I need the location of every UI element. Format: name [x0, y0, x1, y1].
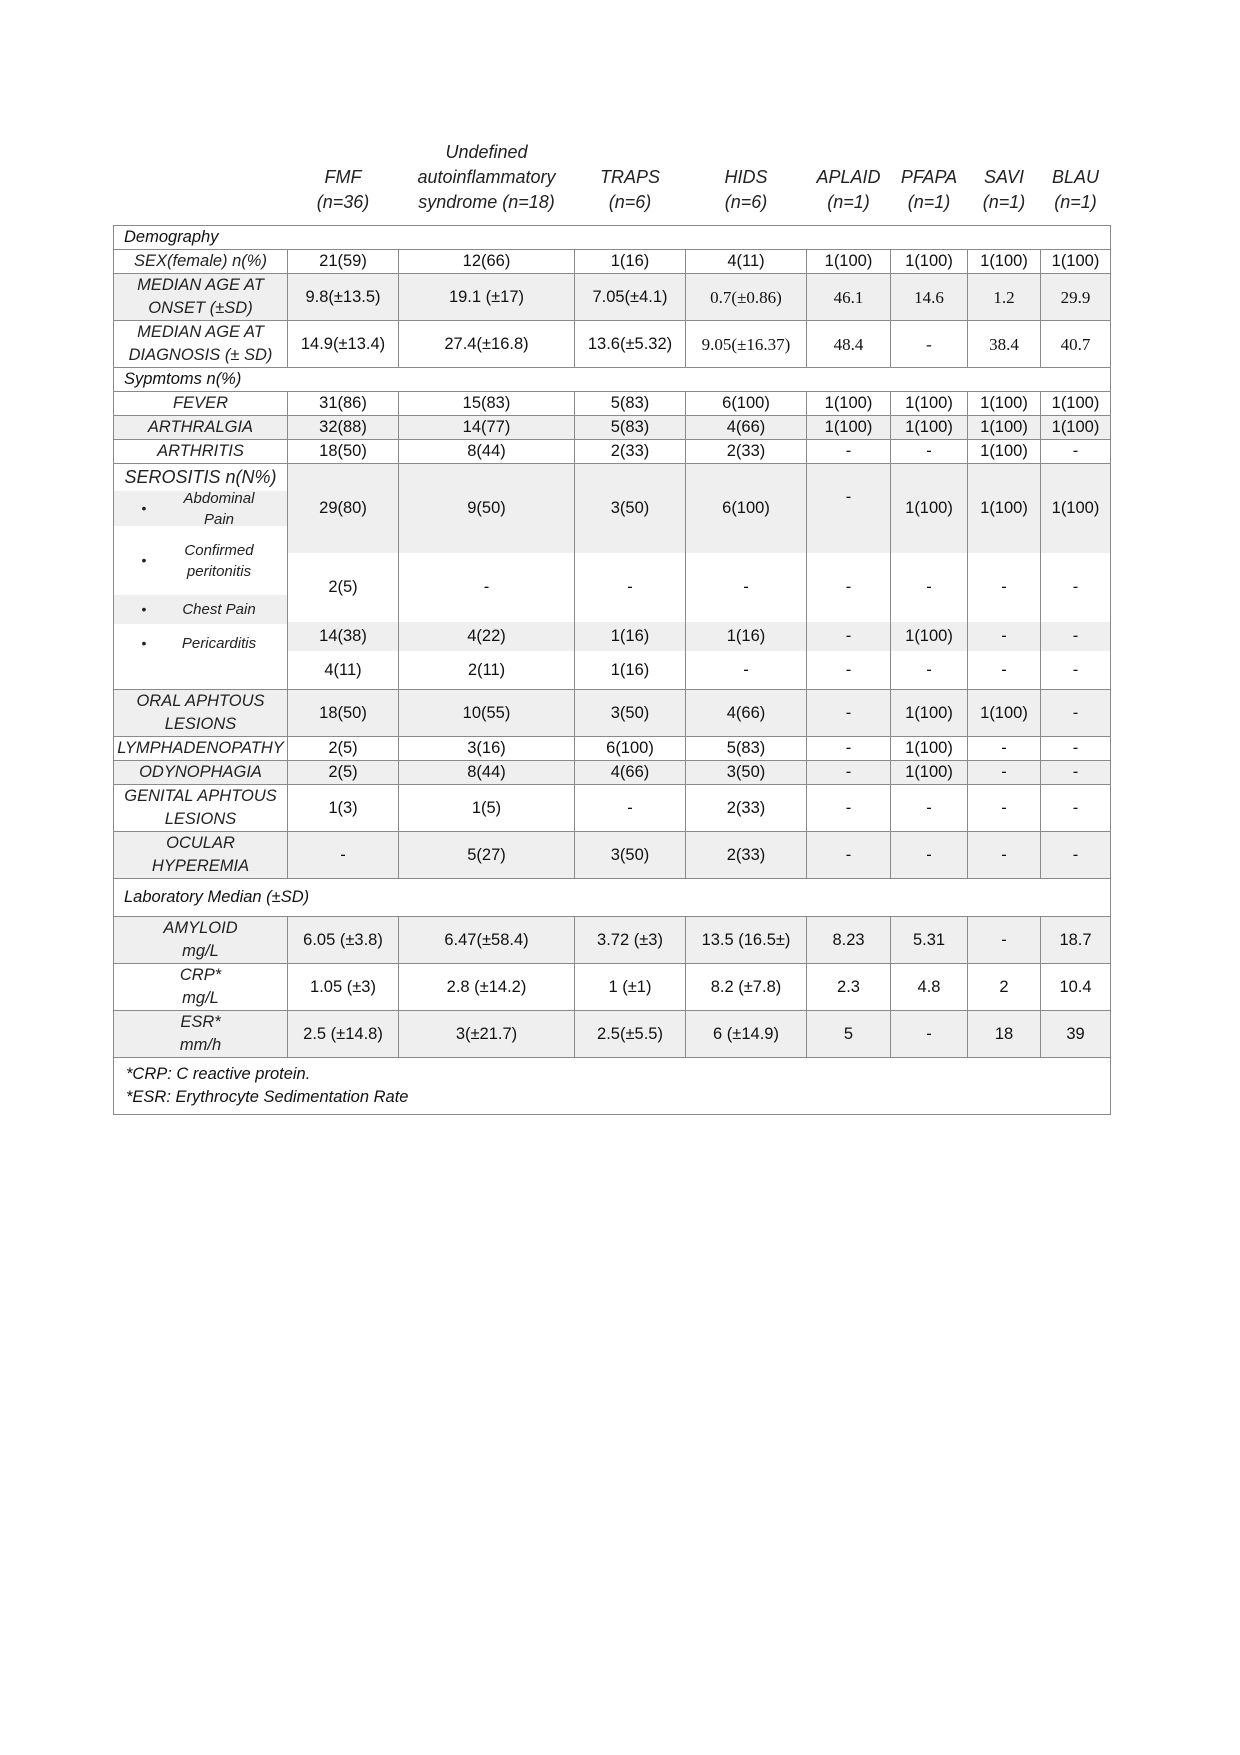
row-label: [114, 917, 288, 964]
table-cell: 1(100): [807, 392, 891, 416]
table-cell: 15(83): [399, 392, 575, 416]
table-cell: -: [891, 321, 968, 368]
table-cell: -: [743, 578, 749, 596]
serositis-row: [114, 464, 1111, 690]
row-label: [114, 737, 288, 761]
row-label-text: FEVER: [172, 394, 228, 412]
table-cell: -: [1072, 660, 1079, 679]
table-cell: 1(100): [891, 737, 968, 761]
row-label-text: ARTHRALGIA: [147, 418, 254, 436]
table-cell: 40.7: [1041, 321, 1111, 368]
column-n: (n=6): [724, 192, 768, 212]
column-header: [399, 140, 575, 226]
row-label-text: ESR*: [180, 1013, 221, 1031]
column-name: HIDS: [724, 167, 768, 187]
header-blank: [114, 140, 288, 226]
table-cell: -: [891, 1011, 968, 1058]
section-label: Sypmtoms n(%): [114, 368, 1111, 392]
bullet-icon: •: [141, 601, 147, 617]
bullet-icon: •: [141, 500, 147, 516]
header-row: [114, 140, 1111, 226]
row-unit: mg/L: [182, 942, 219, 960]
table-cell: -: [807, 622, 890, 651]
table-cell: 27.4(±16.8): [399, 321, 575, 368]
table-cell: 2.5(±5.5): [575, 1011, 686, 1058]
table-cell: 1(16): [575, 250, 686, 274]
table-cell: 14.6: [891, 274, 968, 321]
table-cell: -: [1072, 578, 1079, 596]
serositis-cell: [686, 464, 807, 690]
table-cell: 29(80): [288, 464, 398, 553]
table-cell: 9.05(±16.37): [686, 321, 807, 368]
column-header: [968, 140, 1041, 226]
footnote-row: [114, 1058, 1111, 1115]
table-cell: 6(100): [686, 464, 806, 553]
table-row: [114, 737, 1111, 761]
table-cell: 2(5): [288, 761, 399, 785]
table-cell: 1(16): [686, 622, 806, 651]
table-cell: 19.1 (±17): [399, 274, 575, 321]
table-cell: 1(100): [891, 392, 968, 416]
table-row: [114, 761, 1111, 785]
section-label: Laboratory Median (±SD): [114, 879, 1111, 917]
table-cell: -: [483, 578, 490, 596]
table-cell: 2(11): [467, 660, 506, 679]
table-cell: 1(100): [891, 250, 968, 274]
row-label-text: ARTHRITIS: [157, 442, 244, 460]
table-cell: 3.72 (±3): [575, 917, 686, 964]
section-row: [114, 226, 1111, 250]
section-label: Demography: [114, 226, 1111, 250]
row-label: [114, 464, 288, 690]
table-cell: 13.6(±5.32): [575, 321, 686, 368]
table-cell: -: [891, 440, 968, 464]
row-label-text: MEDIAN AGE AT ONSET (±SD): [137, 276, 264, 317]
column-name: TRAPS: [599, 167, 660, 187]
bullet-icon: •: [141, 634, 147, 651]
table-cell: -: [1041, 622, 1110, 651]
table-cell: 1(100): [968, 690, 1041, 737]
table-cell: 2: [968, 964, 1041, 1011]
row-label-text: LYMPHADENOPATHY: [117, 739, 284, 757]
table-cell: 1(100): [968, 250, 1041, 274]
table-cell: -: [1041, 440, 1111, 464]
table-cell: 1(100): [891, 761, 968, 785]
row-label: [114, 690, 288, 737]
row-label-text: AMYLOID: [163, 919, 238, 937]
table-cell: -: [968, 832, 1041, 879]
table-cell: -: [807, 440, 891, 464]
column-header: [575, 140, 686, 226]
column-header: [1041, 140, 1111, 226]
table-cell: 4.8: [891, 964, 968, 1011]
table-cell: 1(100): [807, 250, 891, 274]
serositis-sub-label: [114, 595, 287, 624]
table-cell: 4(22): [399, 622, 574, 651]
table-row: [114, 964, 1111, 1011]
table-cell: 18.7: [1041, 917, 1111, 964]
table-cell: 6.05 (±3.8): [288, 917, 399, 964]
table-cell: -: [575, 785, 686, 832]
column-header: [807, 140, 891, 226]
table-cell: -: [807, 785, 891, 832]
section-row: [114, 879, 1111, 917]
table-cell: 5(83): [575, 392, 686, 416]
table-cell: 1(100): [1041, 416, 1111, 440]
serositis-cell: [399, 464, 575, 690]
table-cell: -: [968, 917, 1041, 964]
row-label: [114, 392, 288, 416]
column-header: [891, 140, 968, 226]
table-row: [114, 440, 1111, 464]
table-cell: 31(86): [288, 392, 399, 416]
serositis-sub-label: [114, 624, 287, 662]
column-n: (n=1): [907, 192, 951, 212]
table-cell: 3(50): [686, 761, 807, 785]
table-cell: 2(5): [288, 737, 399, 761]
table-cell: 14(77): [399, 416, 575, 440]
row-unit: mm/h: [179, 1036, 222, 1054]
table-cell: 1(100): [807, 416, 891, 440]
row-label: [114, 416, 288, 440]
serositis-sub-label: [114, 526, 287, 595]
footnote-text: *CRP: C reactive protein.: [126, 1065, 311, 1083]
sub-label-text: Confirmed peritonitis: [184, 541, 254, 580]
table-cell: -: [845, 660, 852, 679]
table-cell: 1(100): [891, 464, 967, 553]
table-cell: 1(16): [575, 622, 685, 651]
column-n: syndrome (n=18): [418, 192, 555, 212]
table-cell: -: [1041, 761, 1111, 785]
table-cell: -: [926, 660, 932, 679]
table-cell: 39: [1041, 1011, 1111, 1058]
table-cell: 2(33): [575, 440, 686, 464]
table-cell: 2.5 (±14.8): [288, 1011, 399, 1058]
table-cell: -: [1041, 737, 1111, 761]
table-cell: 3(50): [575, 832, 686, 879]
column-name: APLAID: [816, 167, 881, 187]
table-cell: 38.4: [968, 321, 1041, 368]
table-cell: 1(100): [891, 622, 967, 651]
table-cell: 3(16): [399, 737, 575, 761]
table-cell: 4(66): [686, 416, 807, 440]
table-cell: 1(100): [968, 440, 1041, 464]
table-cell: 1(100): [1041, 392, 1111, 416]
table-row: [114, 1011, 1111, 1058]
table-cell: 32(88): [288, 416, 399, 440]
footnotes: [114, 1058, 1111, 1115]
table-row: [114, 785, 1111, 832]
table-cell: -: [968, 622, 1040, 651]
table-cell: 1.05 (±3): [288, 964, 399, 1011]
table-cell: 18(50): [288, 440, 399, 464]
row-label: [114, 250, 288, 274]
table-cell: -: [891, 785, 968, 832]
table-cell: 9.8(±13.5): [288, 274, 399, 321]
table-cell: 46.1: [807, 274, 891, 321]
footnote-text: *ESR: Erythrocyte Sedimentation Rate: [126, 1088, 409, 1106]
column-n: (n=1): [1054, 192, 1097, 212]
table-cell: 18(50): [288, 690, 399, 737]
table-cell: 3(50): [575, 690, 686, 737]
table-cell: 6(100): [686, 392, 807, 416]
table-cell: -: [891, 832, 968, 879]
table-cell: -: [968, 761, 1041, 785]
table-cell: -: [1001, 660, 1007, 679]
table-cell: -: [743, 660, 749, 679]
table-cell: 1(3): [288, 785, 399, 832]
table-cell: 0.7(±0.86): [686, 274, 807, 321]
table-cell: -: [1041, 690, 1111, 737]
table-cell: -: [1041, 832, 1111, 879]
serositis-cell: [288, 464, 399, 690]
table-cell: 10.4: [1041, 964, 1111, 1011]
table-cell: 14.9(±13.4): [288, 321, 399, 368]
table-cell: -: [1001, 578, 1007, 596]
table-cell: 1 (±1): [575, 964, 686, 1011]
table-cell: 1(5): [399, 785, 575, 832]
column-name: Undefined autoinflammatory: [417, 142, 556, 187]
table-cell: 8.23: [807, 917, 891, 964]
serositis-cell: [807, 464, 891, 690]
table-cell: 2.3: [807, 964, 891, 1011]
table-cell: 1(100): [968, 392, 1041, 416]
serositis-sub-label: [114, 491, 287, 526]
table-cell: 1.2: [968, 274, 1041, 321]
table-cell: 8(44): [399, 761, 575, 785]
column-header: [686, 140, 807, 226]
table-cell: 14(38): [288, 622, 398, 651]
table-cell: 5(83): [686, 737, 807, 761]
row-label: [114, 1011, 288, 1058]
row-label: [114, 785, 288, 832]
table-cell: 4(66): [575, 761, 686, 785]
table-cell: 3(50): [575, 464, 685, 553]
column-header: [288, 140, 399, 226]
table-cell: 6 (±14.9): [686, 1011, 807, 1058]
table-cell: 1(100): [968, 464, 1040, 553]
table-cell: 29.9: [1041, 274, 1111, 321]
table-cell: 1(100): [1041, 250, 1111, 274]
row-label-text: MEDIAN AGE AT DIAGNOSIS (± SD): [128, 323, 273, 364]
table-cell: 18: [968, 1011, 1041, 1058]
table-cell: 6.47(±58.4): [399, 917, 575, 964]
table-cell: 3(±21.7): [399, 1011, 575, 1058]
table-cell: -: [288, 832, 399, 879]
column-name: PFAPA: [900, 167, 958, 187]
table-cell: 9(50): [399, 464, 574, 553]
row-label: [114, 761, 288, 785]
table-cell: 4(11): [324, 660, 362, 679]
table-cell: -: [968, 737, 1041, 761]
table-cell: 5: [807, 1011, 891, 1058]
bullet-icon: •: [141, 552, 147, 568]
column-name: FMF: [324, 167, 362, 187]
table-cell: -: [807, 832, 891, 879]
table-cell: 6(100): [575, 737, 686, 761]
table-cell: -: [807, 737, 891, 761]
table-cell: 2(5): [328, 578, 358, 596]
column-n: (n=6): [608, 192, 652, 212]
row-label-text: ORAL APHTOUS LESIONS: [136, 692, 265, 733]
table-cell: -: [968, 785, 1041, 832]
serositis-cell: [575, 464, 686, 690]
table-cell: 1(100): [891, 690, 968, 737]
summary-table: [113, 140, 1111, 1115]
table-cell: 2(33): [686, 440, 807, 464]
table-cell: 12(66): [399, 250, 575, 274]
serositis-cell: [968, 464, 1041, 690]
column-n: (n=1): [827, 192, 870, 212]
table-cell: -: [807, 690, 891, 737]
table-cell: 1(16): [610, 660, 650, 679]
table-cell: 8(44): [399, 440, 575, 464]
table-cell: 2.8 (±14.2): [399, 964, 575, 1011]
table-cell: 1(100): [891, 416, 968, 440]
table-cell: -: [845, 578, 852, 596]
table-row: [114, 274, 1111, 321]
sub-label-text: Chest Pain: [182, 601, 256, 618]
table-row: [114, 250, 1111, 274]
table-cell: 1(100): [1041, 464, 1110, 553]
row-label: [114, 832, 288, 879]
document: [113, 140, 1110, 1115]
row-label: [114, 440, 288, 464]
table-cell: 5.31: [891, 917, 968, 964]
table-cell: 48.4: [807, 321, 891, 368]
serositis-title: SEROSITIS n(N%): [124, 467, 277, 487]
row-unit: mg/L: [182, 989, 219, 1007]
table-cell: -: [807, 761, 891, 785]
table-cell: -: [807, 464, 890, 553]
sub-label-text: Pericarditis: [181, 634, 257, 652]
column-name: BLAU: [1051, 167, 1100, 187]
table-row: [114, 832, 1111, 879]
row-label: [114, 274, 288, 321]
table-cell: 1(100): [968, 416, 1041, 440]
table-cell: 2(33): [686, 785, 807, 832]
table-cell: 21(59): [288, 250, 399, 274]
row-label-text: OCULAR HYPEREMIA: [151, 834, 250, 875]
table-cell: 4(66): [686, 690, 807, 737]
table-cell: -: [627, 578, 633, 596]
table-row: [114, 392, 1111, 416]
table-row: [114, 416, 1111, 440]
table-cell: 8.2 (±7.8): [686, 964, 807, 1011]
row-label-text: GENITAL APHTOUS LESIONS: [124, 787, 277, 828]
column-name: SAVI: [983, 167, 1025, 187]
table-cell: 10(55): [399, 690, 575, 737]
row-label-text: SEX(female) n(%): [134, 252, 267, 270]
column-n: (n=1): [982, 192, 1026, 212]
row-label: [114, 964, 288, 1011]
serositis-cell: [1041, 464, 1111, 690]
table-row: [114, 321, 1111, 368]
table-cell: 4(11): [686, 250, 807, 274]
row-label-text: ODYNOPHAGIA: [139, 763, 262, 781]
sub-label-text: Abdominal Pain: [183, 489, 255, 528]
table-cell: 7.05(±4.1): [575, 274, 686, 321]
serositis-cell: [891, 464, 968, 690]
row-label-text: CRP*: [179, 966, 222, 984]
table-cell: -: [1041, 785, 1111, 832]
table-cell: -: [926, 578, 932, 596]
column-n: (n=36): [316, 192, 370, 212]
section-row: [114, 368, 1111, 392]
table-row: [114, 917, 1111, 964]
table-cell: 5(27): [399, 832, 575, 879]
table-cell: 2(33): [686, 832, 807, 879]
table-cell: 13.5 (16.5±): [686, 917, 807, 964]
table-row: [114, 690, 1111, 737]
table-cell: 5(83): [575, 416, 686, 440]
row-label: [114, 321, 288, 368]
